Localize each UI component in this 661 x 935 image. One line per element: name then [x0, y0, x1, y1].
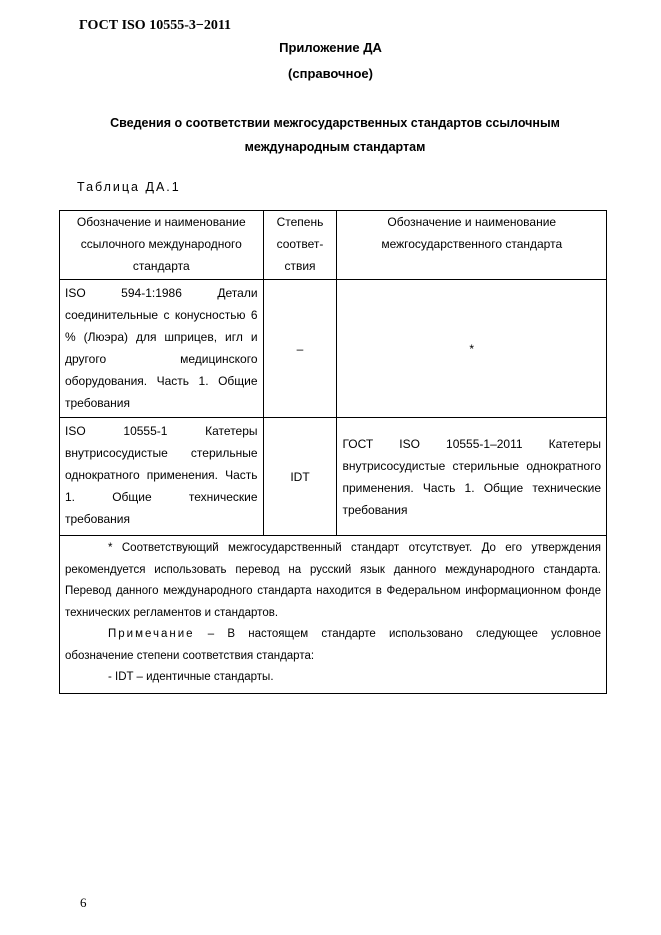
header-interstate: Обозначение и наименование межгосударственного стандарта [337, 211, 607, 280]
note-item: - IDT – идентичные стандарты. [108, 671, 274, 683]
correspondence-table [59, 210, 607, 694]
row2-degree: IDT [263, 418, 337, 536]
document-header: ГОСТ ISO 10555-3−2011 [79, 18, 232, 33]
row1-interstate: * [337, 280, 607, 418]
page-number: 6 [80, 895, 87, 910]
row2-international: ISO 10555-1 Катетеры внутрисосудистые стерильные однократного применения. Часть 1. Общие технические требования [60, 418, 264, 536]
table-caption: Таблица ДА.1 [77, 180, 181, 194]
row2-interstate: ГОСТ ISO 10555-1–2011 Катетеры внутрисосудистые стерильные однократного применения. Часть 1. Общие технические требования [337, 418, 607, 536]
appendix-subtitle: (справочное) [288, 66, 373, 81]
table-notes-row [60, 536, 607, 694]
header-international: Обозначение и наименование ссылочного международного стандарта [60, 211, 264, 280]
table-row [60, 418, 607, 536]
section-title: Сведения о соответствии межгосударственных стандартов ссылочным международным стандартам [110, 116, 560, 154]
footnote-text: * Соответствующий межгосударственный стандарт отсутствует. До его утверждения рекомендуется использовать перевод на русский язык данного международного стандарта. Перевод данного международного стандарта находится в Федеральном информационном фонде технических регламентов и стандартов. [65, 542, 601, 619]
table-header-row [60, 211, 607, 280]
note-paragraph [65, 624, 601, 667]
note-label: Примечание [108, 628, 195, 640]
header-degree: Степень соответ-ствия [263, 211, 337, 280]
table-row [60, 280, 607, 418]
row1-degree: – [263, 280, 337, 418]
row1-international: ISO 594-1:1986 Детали соединительные с конусностью 6 % (Люэра) для шприцев, игл и другого медицинского оборудования. Часть 1. Общие требования [60, 280, 264, 418]
appendix-title: Приложение ДА [279, 40, 382, 55]
table-notes [60, 536, 607, 694]
note-text: – В настоящем стандарте использовано следующее условное обозначение степени соответствия стандарта: [65, 628, 601, 662]
